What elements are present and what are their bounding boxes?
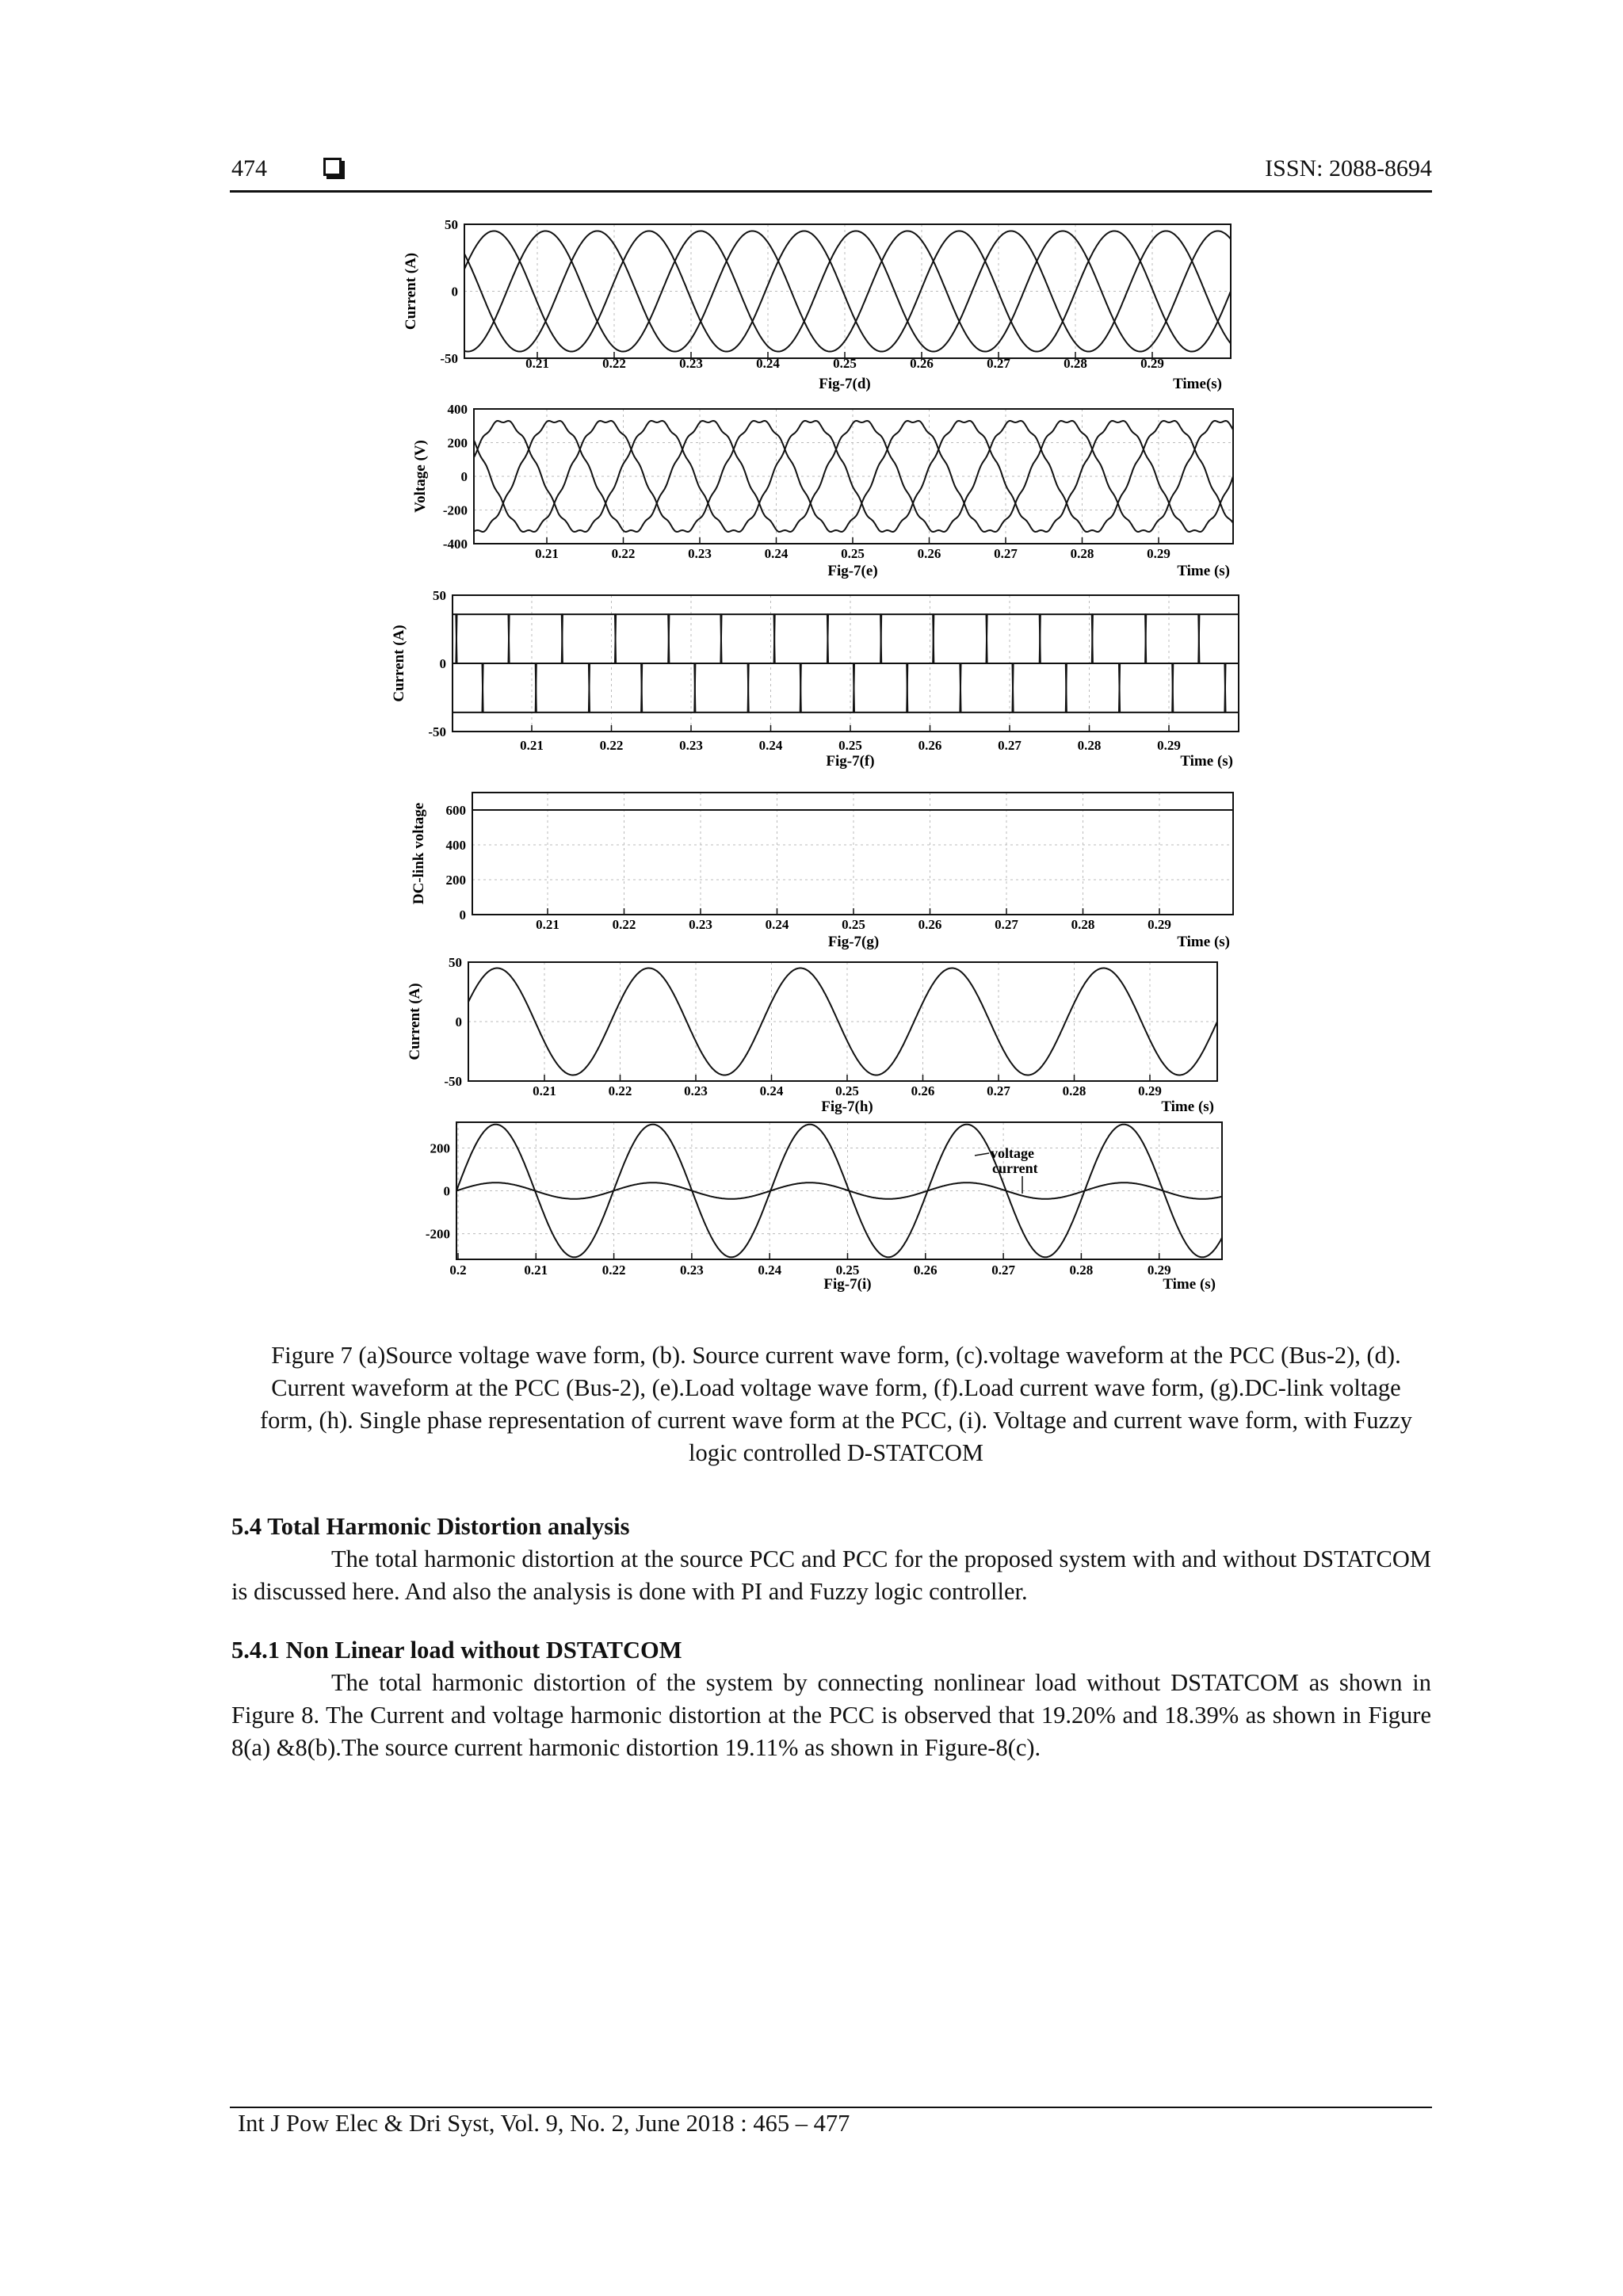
annotation-current: current — [992, 1160, 1038, 1176]
x-tick-label: 0.24 — [765, 917, 789, 932]
x-tick-label: 0.22 — [599, 738, 624, 753]
section-heading: 5.4 Total Harmonic Distortion analysis — [231, 1513, 630, 1540]
x-tick-label: 0.27 — [994, 546, 1018, 561]
y-tick-label: -50 — [428, 724, 446, 739]
arrow-voltage — [975, 1153, 989, 1156]
x-tick-label: 0.26 — [918, 917, 942, 932]
x-tick-label: 0.21 — [536, 917, 559, 932]
y-axis-label: Current (A) — [403, 252, 419, 330]
x-tick-label: 0.25 — [835, 1083, 859, 1098]
chart-title: Fig-7(g) — [827, 934, 880, 950]
x-tick-label: 0.21 — [524, 1263, 548, 1278]
chart-f — [391, 588, 1239, 770]
page-number: 474 — [231, 155, 267, 181]
chart-title: Fig-7(d) — [819, 376, 871, 392]
y-tick-label: -200 — [425, 1226, 450, 1242]
chart-i — [426, 1122, 1222, 1293]
y-tick-label: -400 — [442, 537, 468, 552]
x-tick-label: 0.27 — [991, 1263, 1015, 1278]
x-tick-label: 0.28 — [1071, 917, 1095, 932]
y-axis-label: Current (A) — [407, 983, 423, 1060]
chart-d — [403, 217, 1231, 392]
x-tick-label: 0.23 — [679, 738, 703, 753]
section-5-4-1 — [231, 1634, 1431, 1764]
y-tick-label: 600 — [445, 803, 466, 818]
chart-h — [407, 955, 1217, 1115]
x-tick-label: 0.22 — [608, 1083, 632, 1098]
x-tick-label: 0.23 — [689, 917, 712, 932]
y-tick-label: -50 — [444, 1074, 462, 1089]
y-tick-label: 200 — [430, 1140, 450, 1156]
x-tick-label: 0.24 — [758, 1263, 782, 1278]
chart-title: Fig-7(i) — [823, 1276, 872, 1293]
chart-title: Fig-7(h) — [821, 1098, 873, 1115]
x-tick-label: 0.26 — [911, 1083, 935, 1098]
x-tick-label: 0.25 — [833, 356, 857, 371]
y-tick-label: 0 — [459, 907, 466, 923]
x-tick-label: 0.29 — [1147, 1263, 1171, 1278]
x-tick-label: 0.22 — [601, 1263, 626, 1278]
y-tick-label: 200 — [445, 873, 466, 888]
y-tick-label: 400 — [445, 838, 466, 853]
footer-citation: Int J Pow Elec & Dri Syst, Vol. 9, No. 2, June 2018 : 465 – 477 — [238, 2110, 850, 2137]
x-tick-label: 0.23 — [684, 1083, 708, 1098]
x-tick-label: 0.26 — [910, 356, 934, 371]
x-tick-label: 0.24 — [758, 738, 783, 753]
x-axis-label: Time (s) — [1177, 563, 1230, 579]
y-tick-label: 50 — [449, 955, 462, 970]
x-tick-label: 0.23 — [679, 356, 703, 371]
x-tick-label: 0.23 — [680, 1263, 704, 1278]
x-tick-label: 0.29 — [1138, 1083, 1162, 1098]
chart-g — [411, 793, 1233, 950]
x-axis-label: Time (s) — [1177, 934, 1230, 950]
x-tick-label: 0.22 — [611, 546, 636, 561]
x-axis-label: Time(s) — [1173, 376, 1222, 392]
section-heading: 5.4.1 Non Linear load without DSTATCOM — [231, 1637, 682, 1664]
x-tick-label: 0.24 — [764, 546, 789, 561]
x-tick-label: 0.27 — [998, 738, 1022, 753]
y-tick-label: 0 — [451, 284, 458, 300]
x-tick-label: 0.21 — [535, 546, 559, 561]
x-tick-label: 0.29 — [1157, 738, 1181, 753]
x-tick-label: 0.26 — [917, 546, 941, 561]
x-tick-label: 0.27 — [995, 917, 1018, 932]
x-tick-label: 0.2 — [449, 1263, 467, 1278]
plot-frame — [472, 793, 1233, 915]
x-tick-label: 0.25 — [835, 1263, 860, 1278]
y-tick-label: 200 — [447, 435, 468, 451]
y-tick-label: -200 — [442, 502, 468, 518]
y-tick-label: 50 — [433, 588, 446, 603]
chart-e — [412, 402, 1233, 579]
x-tick-label: 0.21 — [525, 356, 549, 371]
x-tick-label: 0.25 — [841, 546, 865, 561]
y-tick-label: 0 — [443, 1183, 450, 1199]
x-tick-label: 0.29 — [1140, 356, 1164, 371]
figure-caption: Figure 7 (a)Source voltage wave form, (b). Source current wave form, (c).voltage waveform at the PCC (Bus-2), (d). Current waveform at the PCC (Bus-2), (e).Load voltage wave form, (f).Load current wave form, (g).DC-link voltage form, (h). Single phase representation of current wave form at the PCC, (i). Voltage and current wave form, with Fuzzy logic controlled D-STATCOM — [260, 1342, 1412, 1466]
x-tick-label: 0.27 — [987, 356, 1010, 371]
y-axis-label: Current (A) — [391, 625, 407, 702]
issn: ISSN: 2088-8694 — [1265, 155, 1432, 181]
x-tick-label: 0.23 — [688, 546, 712, 561]
x-tick-label: 0.24 — [759, 1083, 784, 1098]
x-tick-label: 0.22 — [612, 917, 636, 932]
paragraph: The total harmonic distortion at the source PCC and PCC for the proposed system with and without DSTATCOM is discussed here. And also the analysis is done with PI and Fuzzy logic controller. — [231, 1545, 1431, 1605]
x-tick-label: 0.25 — [842, 917, 865, 932]
y-tick-label: 400 — [447, 402, 468, 417]
y-tick-label: 0 — [455, 1014, 462, 1030]
x-tick-label: 0.26 — [918, 738, 942, 753]
x-tick-label: 0.28 — [1070, 546, 1094, 561]
x-tick-label: 0.26 — [913, 1263, 938, 1278]
x-tick-label: 0.25 — [838, 738, 862, 753]
x-tick-label: 0.22 — [602, 356, 626, 371]
y-tick-label: -50 — [440, 351, 458, 366]
x-tick-label: 0.27 — [987, 1083, 1010, 1098]
x-tick-label: 0.29 — [1147, 546, 1170, 561]
chart-title: Fig-7(e) — [827, 563, 878, 579]
x-tick-label: 0.28 — [1077, 738, 1102, 753]
x-tick-label: 0.29 — [1148, 917, 1171, 932]
x-axis-label: Time (s) — [1180, 753, 1233, 770]
x-tick-label: 0.21 — [520, 738, 544, 753]
chart-title: Fig-7(f) — [826, 753, 875, 770]
x-tick-label: 0.28 — [1064, 356, 1087, 371]
y-tick-label: 50 — [445, 217, 458, 232]
section-5-4 — [231, 1511, 1431, 1608]
x-tick-label: 0.28 — [1069, 1263, 1094, 1278]
x-tick-label: 0.28 — [1062, 1083, 1086, 1098]
y-tick-label: 0 — [460, 469, 468, 484]
x-tick-label: 0.21 — [533, 1083, 556, 1098]
y-axis-label: DC-link voltage — [411, 802, 427, 905]
footer-rule — [230, 2107, 1432, 2108]
y-tick-label: 0 — [439, 656, 446, 671]
annotation-voltage: voltage — [991, 1145, 1034, 1161]
x-axis-label: Time (s) — [1161, 1098, 1214, 1115]
x-axis-label: Time (s) — [1163, 1276, 1216, 1293]
x-tick-label: 0.24 — [756, 356, 780, 371]
paragraph: The total harmonic distortion of the system by connecting nonlinear load without DSTATCOM as shown in Figure 8. The Current and voltage harmonic distortion at the PCC is observed that 19.20% and 18.39% as shown in Figure 8(a) &8(b).The source current harmonic distortion 19.11% as shown in Figure-8(c). — [231, 1669, 1431, 1761]
y-axis-label: Voltage (V) — [412, 440, 429, 513]
